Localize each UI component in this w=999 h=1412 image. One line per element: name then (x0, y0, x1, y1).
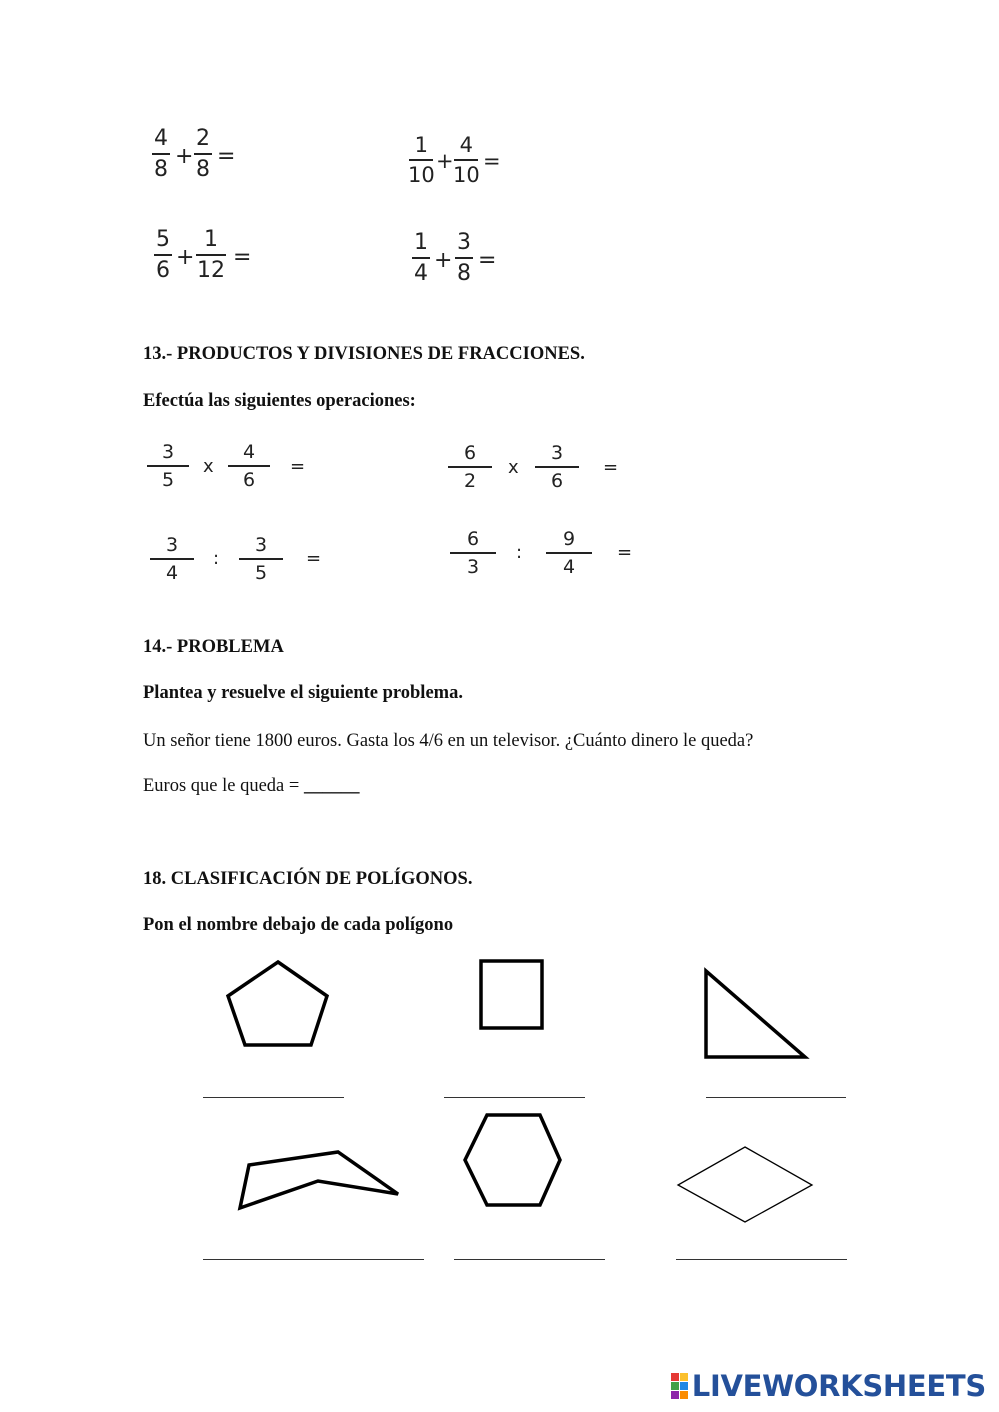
logo-tile (680, 1373, 688, 1381)
hexagon-shape (465, 1115, 560, 1205)
logo-tile (671, 1382, 679, 1390)
rhombus-shape (678, 1147, 812, 1222)
fraction: 4 8 (154, 126, 168, 182)
fraction: 3 5 (147, 443, 189, 490)
logo-text: LIVEWORKSHEETS (691, 1369, 986, 1403)
logo-tile (671, 1391, 679, 1399)
right-triangle-shape (706, 971, 805, 1057)
section-14-instruction: Plantea y resuelve el siguiente problema. (143, 683, 463, 703)
irregular-quadrilateral-shape (240, 1152, 398, 1208)
answer-blank[interactable]: ______ (303, 776, 360, 796)
equals-sign: = (617, 542, 633, 563)
fraction: 3 6 (535, 444, 579, 491)
equals-sign: = (483, 149, 501, 173)
fraction: 1 4 (414, 230, 428, 286)
equals-sign: = (290, 456, 306, 477)
equals-sign: = (603, 457, 619, 478)
fraction: 2 8 (196, 126, 210, 182)
section-18-instruction: Pon el nombre debajo de cada polígono (143, 915, 454, 935)
fraction: 6 2 (448, 444, 492, 491)
equals-sign: = (478, 248, 497, 273)
equals-sign: = (233, 245, 252, 270)
plus-sign: + (176, 245, 195, 270)
logo-mark-icon (671, 1373, 688, 1399)
fraction: 3 5 (239, 536, 283, 583)
fraction: 4 10 (453, 133, 480, 187)
equals-sign: = (217, 144, 236, 169)
problem-statement: Un señor tiene 1800 euros. Gasta los 4/6 en un televisor. ¿Cuánto dinero le queda? (143, 731, 754, 751)
section-18-title: 18. CLASIFICACIÓN DE POLÍGONOS. (143, 869, 473, 889)
fraction: 5 6 (156, 227, 170, 283)
square-answer-line[interactable] (444, 1097, 585, 1098)
fraction: 1 12 (197, 227, 225, 283)
rhombus-answer-line[interactable] (676, 1259, 847, 1260)
fraction: 1 10 (408, 133, 435, 187)
logo-tile (671, 1373, 679, 1381)
logo-tile (680, 1391, 688, 1399)
pentagon-answer-line[interactable] (203, 1097, 344, 1098)
plus-sign: + (436, 149, 454, 173)
triangle-answer-line[interactable] (706, 1097, 846, 1098)
square-shape (481, 961, 542, 1028)
times-sign: x (203, 456, 214, 477)
fraction: 4 6 (228, 443, 270, 490)
times-sign: x (508, 457, 519, 478)
plus-sign: + (175, 144, 194, 169)
liveworksheets-logo (671, 1370, 986, 1402)
fraction: 9 4 (546, 530, 592, 577)
hexagon-answer-line[interactable] (454, 1259, 605, 1260)
pentagon-shape (228, 962, 327, 1045)
division-sign: : (213, 548, 220, 569)
plus-sign: + (434, 248, 453, 273)
fraction: 3 4 (150, 536, 194, 583)
section-14-title: 14.- PROBLEMA (143, 637, 284, 657)
answer-label: Euros que le queda = (143, 776, 300, 796)
section-13-instruction: Efectúa las siguientes operaciones: (143, 391, 416, 411)
logo-tile (680, 1382, 688, 1390)
fraction: 6 3 (450, 530, 496, 577)
section-13-title: 13.- PRODUCTOS Y DIVISIONES DE FRACCIONES. (143, 344, 585, 364)
equals-sign: = (306, 548, 322, 569)
fraction: 3 8 (457, 230, 471, 286)
quadrilateral-answer-line[interactable] (203, 1259, 424, 1260)
division-sign: : (516, 542, 523, 563)
